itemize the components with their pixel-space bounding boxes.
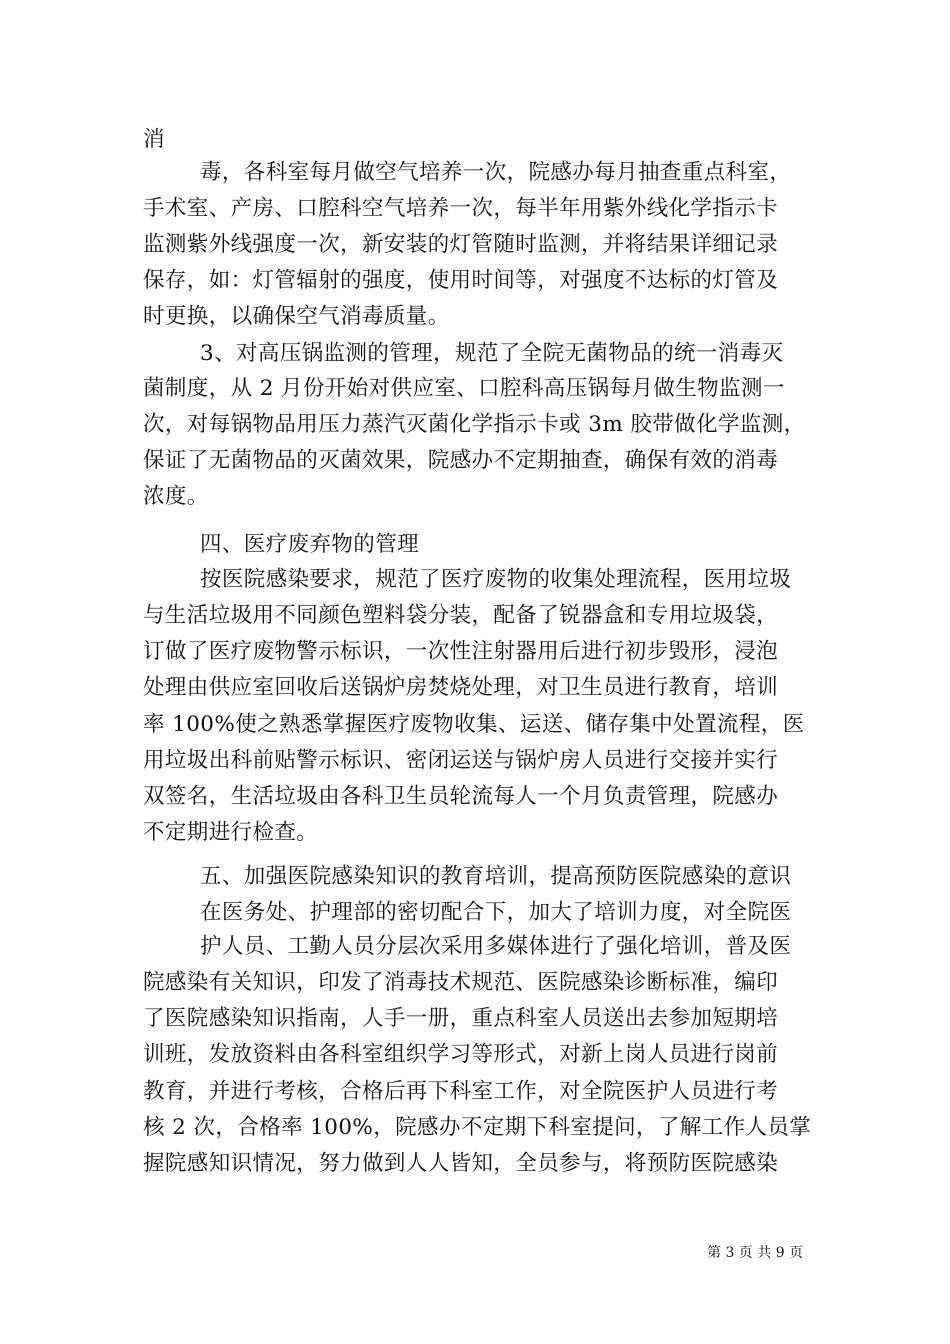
text-line: 浓度。 (143, 484, 209, 509)
text-line: 次，对每锅物品用压力蒸汽灭菌化学指示卡或 3m 胶带做化学监测， (143, 412, 806, 437)
text-line: 订做了医疗废物警示标识，一次性注射器用后进行初步毁形，浸泡 (143, 639, 779, 664)
text-line: 了医院感染知识指南，人手一册，重点科室人员送出去参加短期培 (143, 1006, 779, 1031)
text-line: 双签名，生活垃圾由各科卫生员轮流每人一个月负责管理，院感办 (143, 784, 779, 809)
text-line: 时更换，以确保空气消毒质量。 (143, 304, 450, 329)
text-line: 毒，各科室每月做空气培养一次，院感办每月抽查重点科室， (200, 160, 792, 185)
text-line: 在医务处、护理部的密切配合下，加大了培训力度，对全院医 (200, 900, 792, 925)
page-indicator: 第 3 页 共 9 页 (707, 1245, 804, 1261)
text-line: 率 100%使之熟悉掌握医疗废物收集、运送、储存集中处置流程，医 (143, 712, 805, 737)
text-line: 手术室、产房、口腔科空气培养一次，每半年用紫外线化学指示卡 (143, 196, 779, 221)
text-line: 教育，并进行考核，合格后再下科室工作，对全院医护人员进行考 (143, 1079, 779, 1104)
section-heading: 五、加强医院感染知识的教育培训，提高预防医院感染的意识 (200, 864, 792, 889)
text-line: 3、对高压锅监测的管理，规范了全院无菌物品的统一消毒灭 (200, 341, 784, 366)
text-line: 握院感知识情况，努力做到人人皆知，全员参与，将预防医院感染 (143, 1151, 779, 1176)
text-line: 与生活垃圾用不同颜色塑料袋分装，配备了锐器盒和专用垃圾袋， (143, 603, 779, 628)
text-line: 处理由供应室回收后送锅炉房焚烧处理，对卫生员进行教育，培训 (143, 675, 779, 700)
text-line: 不定期进行检查。 (143, 820, 319, 845)
text-line: 院感染有关知识，印发了消毒技术规范、医院感染诊断标准，编印 (143, 970, 779, 995)
section-heading: 四、医疗废弃物的管理 (200, 532, 420, 557)
text-line: 护人员、工勤人员分层次采用多媒体进行了强化培训，普及医 (200, 934, 792, 959)
text-line: 菌制度，从 2 月份开始对供应室、口腔科高压锅每月做生物监测一 (143, 376, 785, 401)
text-line: 按医院感染要求，规范了医疗废物的收集处理流程，医用垃圾 (200, 567, 792, 592)
text-line: 监测紫外线强度一次，新安装的灯管随时监测，并将结果详细记录 (143, 232, 779, 257)
text-line: 消 (143, 127, 165, 152)
text-line: 核 2 次，合格率 100%，院感办不定期下科室提问，了解工作人员掌 (143, 1115, 812, 1140)
text-line: 用垃圾出科前贴警示标识、密闭运送与锅炉房人员进行交接并实行 (143, 748, 779, 773)
text-line: 训班，发放资料由各科室组织学习等形式，对新上岗人员进行岗前 (143, 1042, 779, 1067)
text-line: 保存，如：灯管辐射的强度，使用时间等，对强度不达标的灯管及 (143, 268, 779, 293)
text-line: 保证了无菌物品的灭菌效果，院感办不定期抽查，确保有效的消毒 (143, 448, 779, 473)
